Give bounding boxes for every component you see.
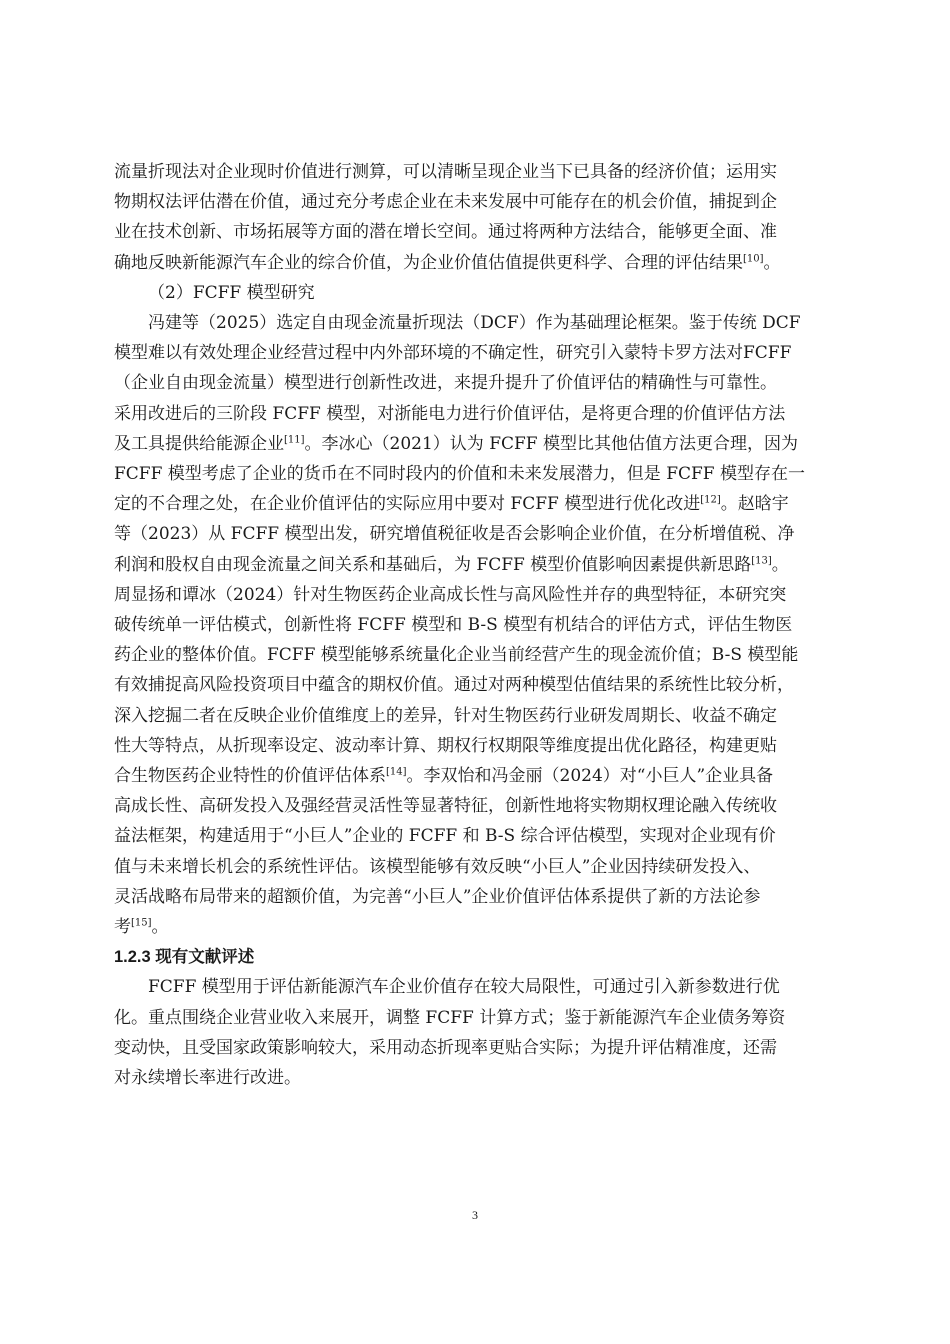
text-segment: 定的不合理之处，在企业价值评估的实际应用中要对 FCFF 模型进行优化改进 (114, 494, 701, 515)
text-line: 高成长性、高研发投入及强经营灵活性等显著特征，创新性地将实物期权理论融入传统收 (114, 796, 777, 817)
text-line: 破传统单一评估模式，创新性将 FCFF 模型和 B-S 模型有机结合的评估方式，评估生物医 (114, 615, 793, 636)
text-line (114, 489, 838, 519)
text-segment: 。 (771, 554, 789, 575)
subsection-heading-fcff: （2）FCFF 模型研究 (148, 282, 315, 303)
citation-ref: [11] (284, 434, 305, 446)
citation-ref: [10] (743, 252, 764, 264)
text-line: 冯建等（2025）选定自由现金流量折现法（DCF）作为基础理论框架。鉴于传统 DCF (148, 313, 801, 334)
text-line (114, 550, 838, 580)
text-line (114, 429, 838, 459)
text-line: （企业自由现金流量）模型进行创新性改进，来提升提升了价值评估的精确性与可靠性。 (114, 373, 777, 394)
text-segment: 。赵晗宇 (720, 494, 789, 515)
citation-ref: [13] (751, 554, 772, 566)
text-segment: 。 (151, 917, 169, 938)
text-line: 药企业的整体价值。FCFF 模型能够系统量化企业当前经营产生的现金流价值；B-S 模型能 (114, 645, 799, 666)
text-line: 采用改进后的三阶段 FCFF 模型，对浙能电力进行价值评估，是将更合理的价值评估方法 (114, 403, 786, 424)
text-line: FCFF 模型考虑了企业的货币在不同时段内的价值和未来发展潜力，但是 FCFF 模型存在一 (114, 464, 805, 485)
text-line: 物期权法评估潜在价值，通过充分考虑企业在未来发展中可能存在的机会价值，捕捉到企 (114, 192, 777, 213)
text-line: 有效捕捉高风险投资项目中蕴含的期权价值。通过对两种模型估值结果的系统性比较分析， (114, 675, 794, 696)
text-line: 性大等特点，从折现率设定、波动率计算、期权行权期限等维度提出优化路径，构建更贴 (114, 735, 777, 756)
citation-ref: [15] (131, 917, 152, 929)
paragraph-dcf-real-option (114, 157, 838, 278)
text-segment: 。李冰心（2021）认为 FCFF 模型比其他估值方法更合理，因为 (304, 433, 798, 454)
text-line: 值与未来增长机会的系统性评估。该模型能够有效反映“小巨人”企业因持续研发投入、 (114, 856, 761, 877)
paragraph-literature-review (114, 972, 838, 1093)
text-segment: 利润和股权自由现金流量之间关系和基础后，为 FCFF 模型价值影响因素提供新思路 (114, 554, 752, 575)
paragraph-fcff-research (114, 308, 838, 942)
text-line: 变动快，且受国家政策影响较大，采用动态折现率更贴合实际；为提升评估精准度，还需 (114, 1037, 777, 1058)
text-line: 化。重点围绕企业营业收入来展开，调整 FCFF 计算方式；鉴于新能源汽车企业债务筹资 (114, 1007, 786, 1028)
text-segment: 确地反映新能源汽车企业的综合价值，为企业价值估值提供更科学、合理的评估结果 (114, 252, 743, 273)
citation-ref: [12] (700, 494, 721, 506)
text-line: FCFF 模型用于评估新能源汽车企业价值存在较大局限性，可通过引入新参数进行优 (148, 977, 780, 998)
body-text (114, 157, 838, 1093)
text-segment: 。 (763, 252, 781, 273)
section-heading-literature-review: 1.2.3 现有文献评述 (114, 948, 255, 967)
citation-ref: [14] (386, 766, 407, 778)
text-segment: 合生物医药企业特性的价值评估体系 (114, 766, 386, 787)
text-line: 对永续增长率进行改进。 (114, 1068, 301, 1089)
text-line (114, 912, 838, 942)
text-line: 模型难以有效处理企业经营过程中内外部环境的不确定性，研究引入蒙特卡罗方法对FCFF (114, 343, 792, 364)
text-line: 等（2023）从 FCFF 模型出发，研究增值税征收是否会影响企业价值，在分析增值税、净 (114, 524, 795, 545)
text-line: 业在技术创新、市场拓展等方面的潜在增长空间。通过将两种方法结合，能够更全面、准 (114, 222, 777, 243)
text-line: 深入挖掘二者在反映企业价值维度上的差异，针对生物医药行业研发周期长、收益不确定 (114, 705, 777, 726)
text-line: 益法框架，构建适用于“小巨人”企业的 FCFF 和 B-S 综合评估模型，实现对企业现有价 (114, 826, 776, 847)
text-segment: 及工具提供给能源企业 (114, 433, 284, 454)
text-line (114, 248, 838, 278)
text-line: 灵活战略布局带来的超额价值，为完善“小巨人”企业价值评估体系提供了新的方法论参 (114, 886, 761, 907)
text-segment: 。李双怡和冯金丽（2024）对“小巨人”企业具备 (406, 766, 774, 787)
text-line (114, 761, 838, 791)
text-line: 周显扬和谭冰（2024）针对生物医药企业高成长性与高风险性并存的典型特征，本研究突 (114, 584, 787, 605)
page-number: 3 (472, 1208, 478, 1222)
text-line: 流量折现法对企业现时价值进行测算，可以清晰呈现企业当下已具备的经济价值；运用实 (114, 162, 777, 182)
text-segment: 考 (114, 917, 131, 938)
